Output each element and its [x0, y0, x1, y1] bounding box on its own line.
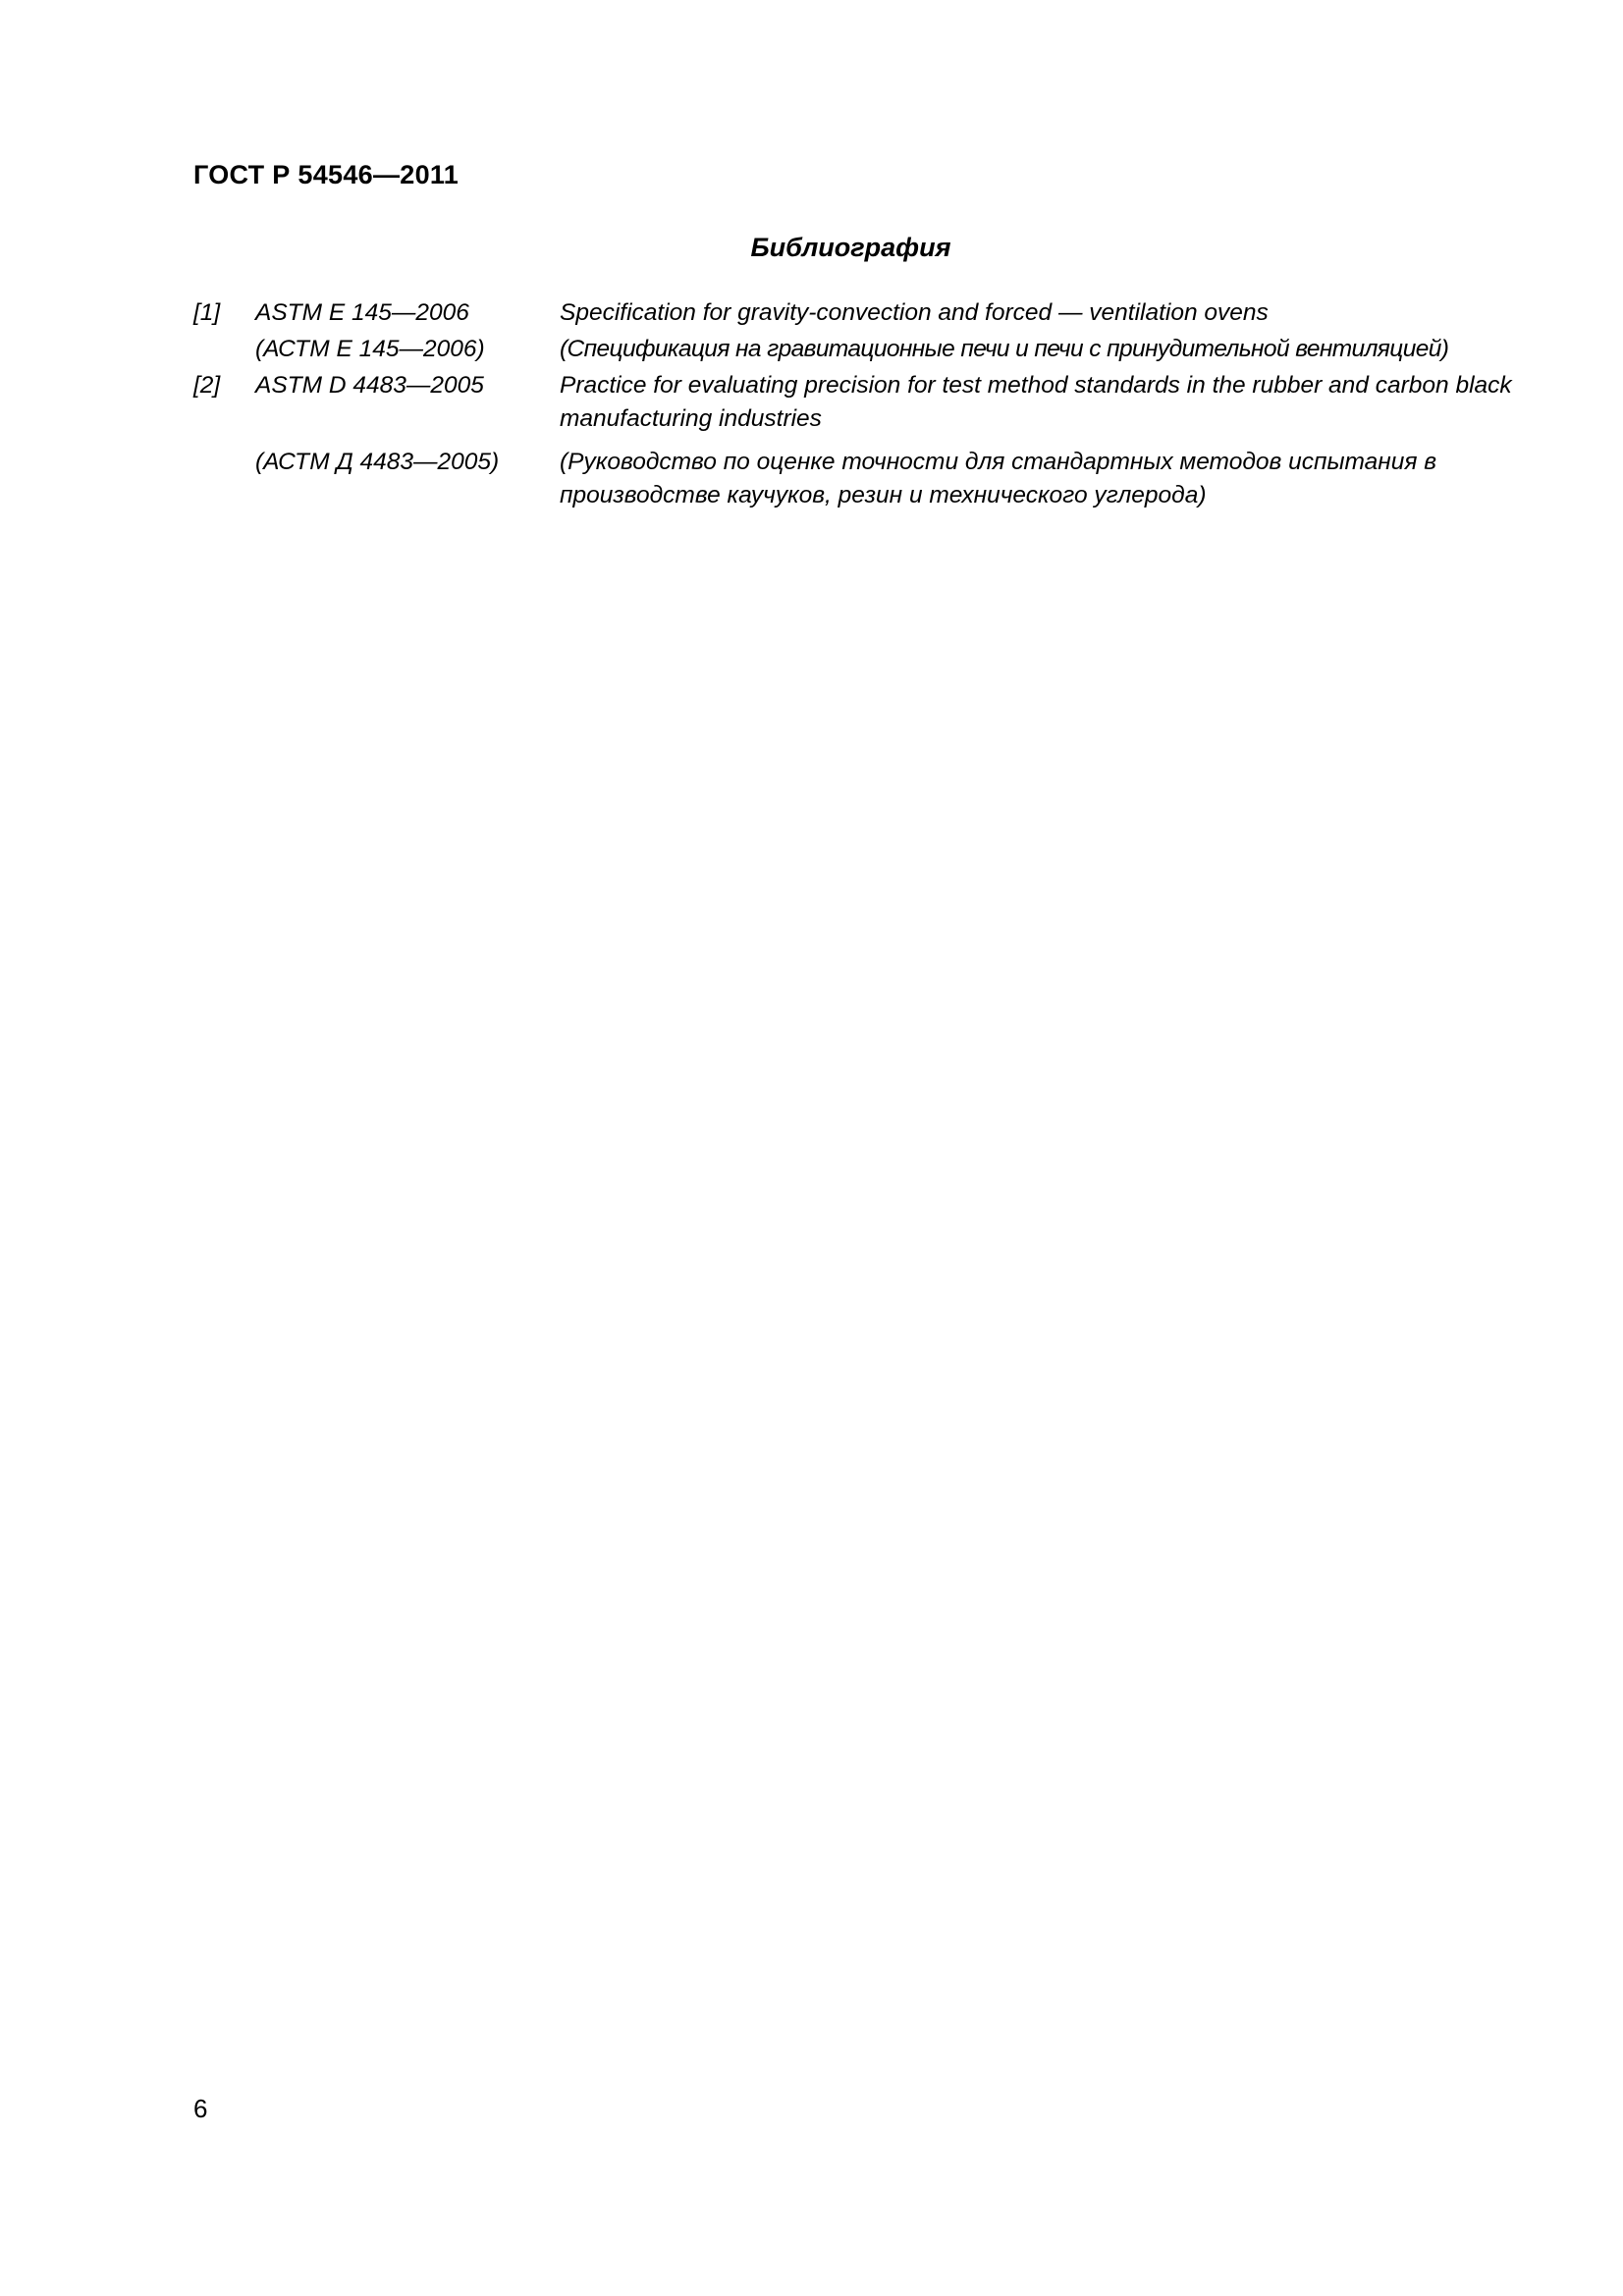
document-header: ГОСТ Р 54546—2011	[193, 160, 460, 189]
entry-code: (АСТМ Е 145—2006)	[255, 336, 485, 362]
page-number: 6	[193, 2094, 208, 2123]
entry-title: (Спецификация на гравитационные печи и печи с принудительной вентиляцией)	[560, 336, 1449, 362]
entry-title: Specification for gravity-convection and forced — ventilation ovens	[560, 299, 1269, 326]
entry-code: (АСТМ Д 4483—2005)	[255, 449, 500, 475]
bibliography-list	[193, 296, 1529, 515]
entry-number: [2]	[193, 372, 221, 399]
bibliography-entry-translation	[193, 333, 1529, 366]
bibliography-entry	[193, 296, 1529, 330]
entry-title: Practice for evaluating precision for test method standards in the rubber and carbon black manufacturing industries	[560, 372, 1512, 432]
entry-code: ASTM E 145—2006	[255, 299, 469, 326]
entry-code: ASTM D 4483—2005	[255, 372, 484, 399]
bibliography-entry-translation	[193, 446, 1529, 512]
entry-number: [1]	[193, 299, 221, 326]
bibliography-entry	[193, 369, 1529, 436]
entry-title: (Руководство по оценке точности для стандартных методов испытания в производстве каучуков, резин и технического углерода)	[560, 449, 1437, 508]
section-title: Библиография	[750, 233, 951, 262]
